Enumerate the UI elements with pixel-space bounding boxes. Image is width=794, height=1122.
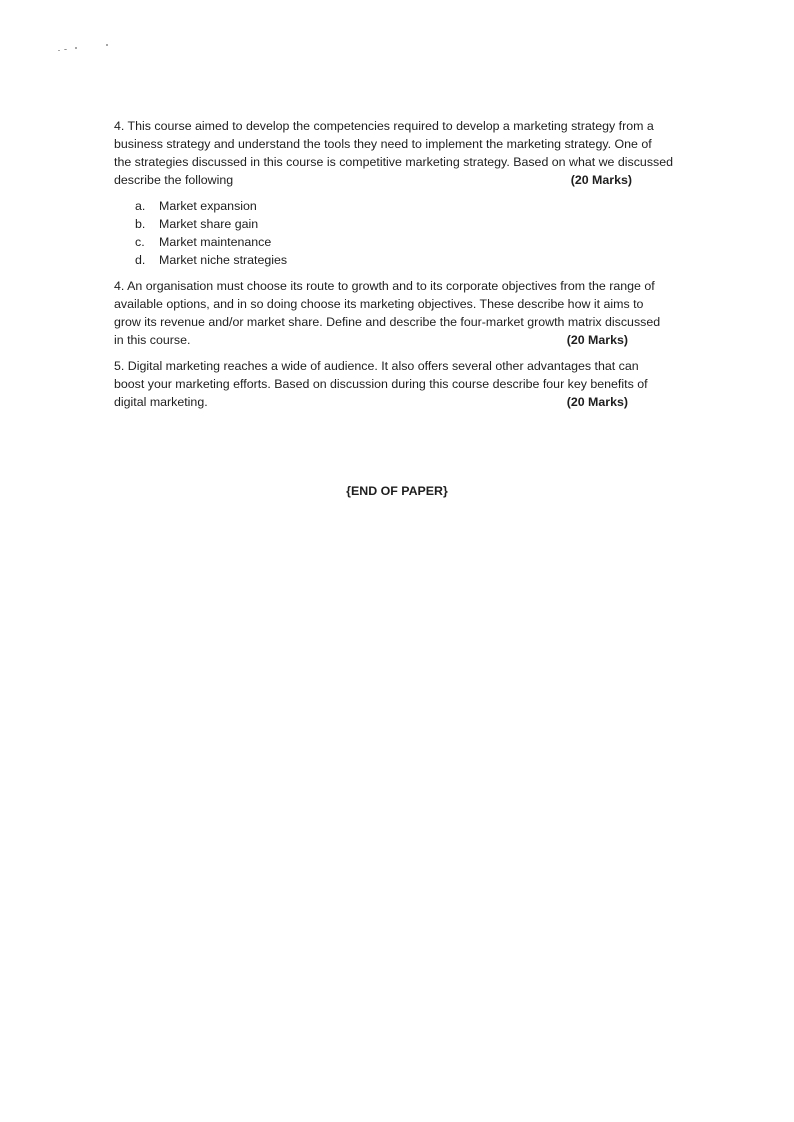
scan-artifact bbox=[58, 44, 118, 54]
question-5-digital-marketing bbox=[114, 357, 684, 411]
question-line: 5. Digital marketing reaches a wide of audience. It also offers several other advantages that can bbox=[114, 359, 639, 373]
option-text: Market maintenance bbox=[159, 235, 272, 249]
list-item bbox=[135, 251, 684, 269]
question-line: 4. This course aimed to develop the competencies required to develop a marketing strategy from a bbox=[114, 119, 654, 133]
question-line: describe the following bbox=[114, 173, 234, 187]
question-line: grow its revenue and/or market share. Define and describe the four-market growth matrix discussed bbox=[114, 315, 661, 329]
option-text: Market niche strategies bbox=[159, 253, 288, 267]
option-letter: c. bbox=[135, 235, 145, 249]
question-marks-line bbox=[114, 393, 684, 411]
exam-page bbox=[114, 117, 684, 419]
question-line: business strategy and understand the tools they need to implement the marketing strategy. One of bbox=[114, 137, 652, 151]
question-line: the strategies discussed in this course is competitive marketing strategy. Based on what we discussed bbox=[114, 155, 673, 169]
list-item bbox=[135, 233, 684, 251]
option-letter: b. bbox=[135, 217, 146, 231]
list-item bbox=[135, 215, 684, 233]
question-line: digital marketing. bbox=[114, 395, 208, 409]
question-marks-line bbox=[114, 331, 684, 349]
marks-label: (20 Marks) bbox=[566, 395, 628, 409]
question-line: available options, and in so doing choose its marketing objectives. These describe how it aims to bbox=[114, 297, 644, 311]
option-letter: d. bbox=[135, 253, 146, 267]
marks-label: (20 Marks) bbox=[570, 173, 632, 187]
marks-label: (20 Marks) bbox=[566, 333, 628, 347]
question-marks-line bbox=[114, 171, 684, 189]
question-line: boost your marketing efforts. Based on discussion during this course describe four key benefits of bbox=[114, 377, 648, 391]
option-letter: a. bbox=[135, 199, 146, 213]
question-line: 4. An organisation must choose its route to growth and to its corporate objectives from the range of bbox=[114, 279, 655, 293]
question-4-growth-matrix bbox=[114, 277, 684, 349]
end-of-paper-label: {END OF PAPER} bbox=[346, 484, 448, 498]
option-text: Market share gain bbox=[159, 217, 259, 231]
question-4-competitive-strategy bbox=[114, 117, 684, 269]
list-item bbox=[135, 197, 684, 215]
option-list bbox=[114, 197, 684, 269]
question-line: in this course. bbox=[114, 333, 191, 347]
option-text: Market expansion bbox=[159, 199, 257, 213]
